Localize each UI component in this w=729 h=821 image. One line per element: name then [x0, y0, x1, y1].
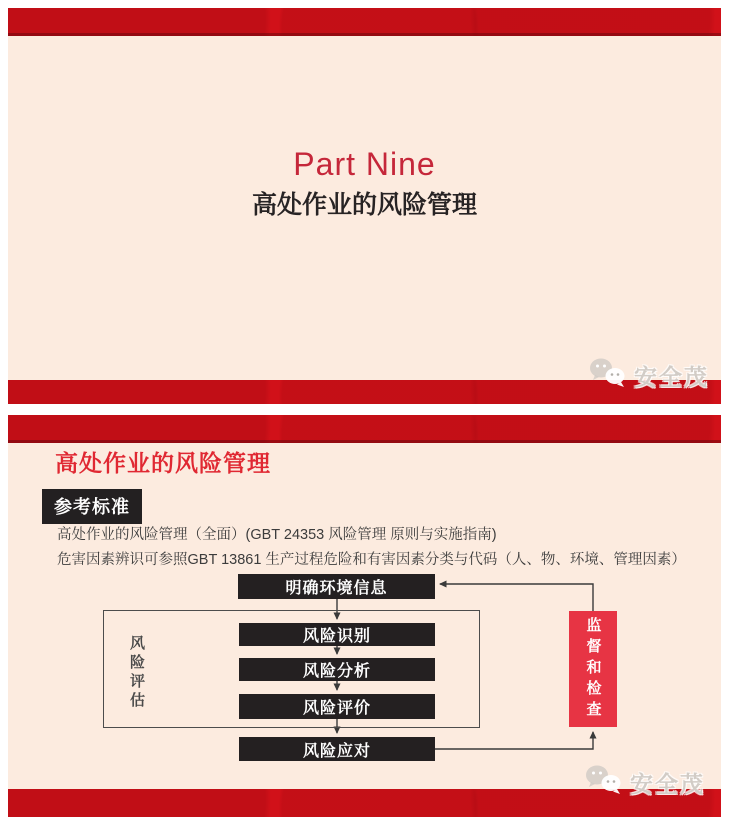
flow-box-supervision-check	[569, 611, 617, 727]
flow-box-risk-analysis: 风险分析	[239, 658, 435, 681]
watermark-text: 安全茂	[634, 364, 709, 390]
wechat-logo-icon	[588, 357, 630, 394]
slide1-section-title: 高处作业的风险管理	[251, 191, 477, 219]
reference-line-2: 危害因素辨识可参照GBT 13861 生产过程危险和有害因素分类与代码（人、物、环境、管理因素）	[57, 552, 686, 568]
wechat-logo-icon	[584, 764, 626, 801]
reference-line-1: 高处作业的风险管理（全面）(GBT 24353 风险管理 原则与实施指南)	[57, 527, 497, 543]
flow-box-risk-evaluation: 风险评价	[239, 694, 435, 719]
slide2-page-title: 高处作业的风险管理	[55, 450, 271, 476]
watermark-slide2	[584, 764, 705, 801]
risk-assessment-group-label: 风险评估	[128, 635, 145, 711]
title-slide	[8, 8, 721, 404]
flow-box-risk-response: 风险应对	[239, 737, 435, 761]
supervision-check-label: 监督和检查	[584, 616, 602, 722]
slide2-top-red-bar	[8, 415, 721, 443]
content-slide	[8, 415, 721, 817]
watermark-slide1	[588, 357, 709, 394]
reference-standard-text	[57, 523, 697, 573]
reference-standard-badge: 参考标准	[42, 489, 142, 524]
flow-box-environment-info: 明确环境信息	[238, 574, 435, 599]
watermark-text: 安全茂	[630, 771, 705, 797]
slide1-top-red-bar	[8, 8, 721, 36]
flow-box-risk-identification: 风险识别	[239, 623, 435, 646]
part-number-label: Part Nine	[293, 146, 436, 182]
